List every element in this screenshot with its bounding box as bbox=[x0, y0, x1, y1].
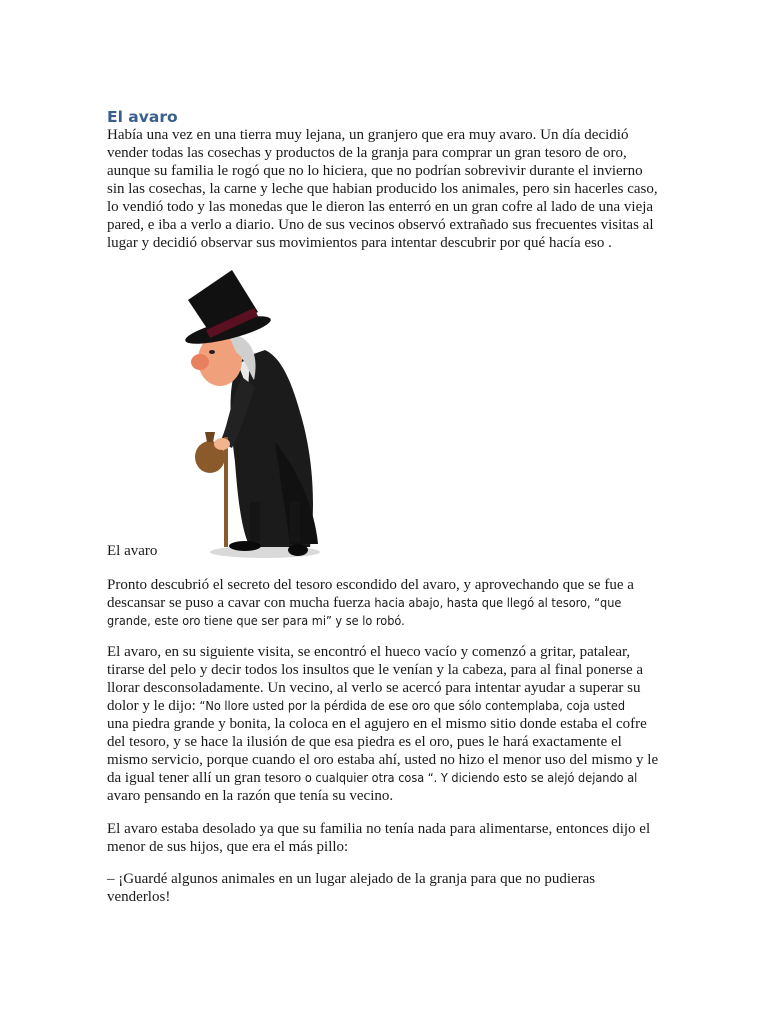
paragraph-line: tirarse del pelo y decir todos los insultos que le venían y la cabeza, para al final ponerse a bbox=[107, 662, 644, 678]
paragraph-line: sin las cosechas, la carne y leche que habian producido los animales, pero sin hacerles caso, bbox=[107, 181, 658, 197]
image-caption: El avaro bbox=[107, 543, 158, 559]
paragraph-line bbox=[107, 594, 687, 612]
document-body bbox=[107, 108, 667, 252]
paragraph-line: avaro pensando en la razón que tenía su vecino. bbox=[107, 788, 394, 804]
paragraph-line: vender todas las cosechas y productos de la granja para comprar un gran tesoro de oro, bbox=[107, 145, 627, 161]
paragraph-line: Había una vez en una tierra muy lejana, un granjero que era muy avaro. Un día decidió bbox=[107, 127, 629, 143]
sans-text: hacia abajo, hasta que llegó al tesoro, “que bbox=[374, 595, 622, 610]
paragraph-line: pared, e iba a verlo a diario. Uno de sus vecinos observó extrañado sus frecuentes visitas al bbox=[107, 217, 654, 233]
paragraph-line: del tesoro, y se hace la ilusión de que esa piedra es el oro, pues le hará exactamente el bbox=[107, 734, 622, 750]
paragraph-line: – ¡Guardé algunos animales en un lugar alejado de la granja para que no pudieras bbox=[107, 871, 596, 887]
paragraph-line: una piedra grande y bonita, la coloca en el agujero en el mismo sitio donde estaba el cofre bbox=[107, 716, 647, 732]
serif-text: descansar se puso a cavar con mucha fuerza bbox=[107, 595, 375, 611]
paragraph-line: lugar y decidió observar sus movimientos para intentar descubrir por qué hacía eso . bbox=[107, 235, 612, 251]
paragraph-line: venderlos! bbox=[107, 889, 171, 905]
miser-illustration bbox=[150, 262, 330, 562]
miser-figure-icon bbox=[150, 262, 330, 562]
paragraph-line: mismo servicio, porque cuando el oro estaba ahí, usted no hizo el menor uso del mismo y le bbox=[107, 752, 659, 768]
sans-text: o cualquier otra cosa “. Y diciendo esto se alejó dejando al bbox=[304, 770, 638, 785]
paragraph-4 bbox=[107, 820, 687, 856]
paragraph-line: menor de sus hijos, que era el más pillo: bbox=[107, 839, 349, 855]
page-title: El avaro bbox=[107, 108, 178, 126]
paragraph-line: llorar desconsoladamente. Un vecino, al verlo se acercó para intentar ayudar a superar su bbox=[107, 680, 641, 696]
paragraph-line: El avaro estaba desolado ya que su familia no tenía nada para alimentarse, entonces dijo el bbox=[107, 821, 651, 837]
paragraph-line: lo vendió todo y las monedas que le dieron las enterró en un gran cofre al lado de una vieja bbox=[107, 199, 654, 215]
paragraph-line bbox=[107, 769, 687, 787]
paragraph-3 bbox=[107, 643, 687, 805]
paragraph-5 bbox=[107, 870, 687, 906]
serif-text: dolor y le dijo: bbox=[107, 698, 200, 714]
paragraph-line: grande, este oro tiene que ser para mi” y se lo robó. bbox=[107, 613, 405, 628]
paragraph-line: Pronto descubrió el secreto del tesoro escondido del avaro, y aprovechando que se fue a bbox=[107, 577, 634, 593]
sans-text: “No llore usted por la pérdida de ese oro que sólo contemplaba, coja usted bbox=[199, 698, 626, 713]
serif-text: da igual tener allí un gran tesoro bbox=[107, 770, 305, 786]
intro-paragraph bbox=[107, 126, 667, 252]
paragraph-line: El avaro, en su siguiente visita, se encontró el hueco vacío y comenzó a gritar, patalear, bbox=[107, 644, 631, 660]
paragraph-line: aunque su familia le rogó que no lo hiciera, que no podrían sobrevivir durante el invierno bbox=[107, 163, 643, 179]
paragraph-line bbox=[107, 697, 687, 715]
paragraph-2 bbox=[107, 576, 687, 630]
